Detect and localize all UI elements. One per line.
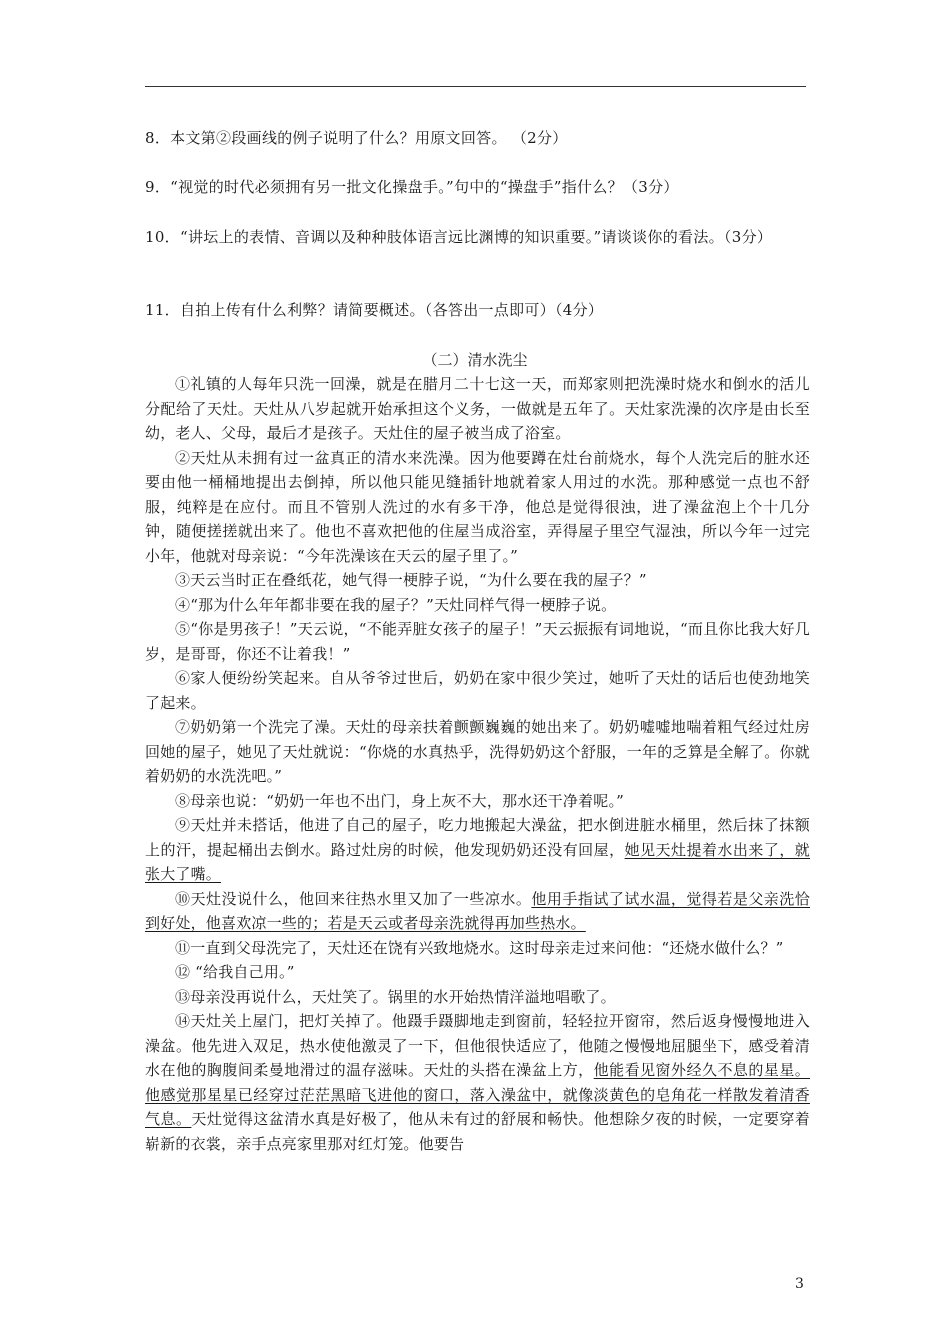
paragraph-14-text: ⑭天灶关上屋门，把灯关掉了。他蹑手蹑脚地走到窗前，轻轻拉开窗帘，然后返身慢慢地进入澡盆。他先进入双足，热水使他激灵了一下，但他很快适应了，他随之慢慢地屈腿坐下，感受着清水在他的胸腹间柔曼地滑过的温存滋味。天灶的头搭在澡盆上方， — [145, 1012, 810, 1079]
paragraph-3: ③天云当时正在叠纸花，她气得一梗脖子说，“为什么要在我的屋子？” — [175, 571, 647, 589]
paragraph-10-underlined: 他用手指试了试水温，觉得若是父亲洗恰到好处，他喜欢凉一些的；若是天云或者母亲洗就得再加些热水。 — [145, 889, 810, 932]
question-9: 9．“视觉的时代必须拥有另一批文化操盘手。”句中的“操盘手”指什么？（3分） — [145, 178, 679, 196]
paragraph-9 — [145, 813, 810, 887]
paragraph-9-text: ⑨天灶并未搭话，他进了自己的屋子，吃力地搬起大澡盆，把水倒进脏水桶里，然后抹了抹额上的汗，提起桶出去倒水。路过灶房的时候，他发现奶奶还没有回屋， — [145, 816, 810, 859]
question-8: 8．本文第②段画线的例子说明了什么？用原文回答。 （2分） — [145, 129, 568, 147]
paragraph-13: ⑬母亲没再说什么，天灶笑了。锅里的水开始热情洋溢地唱歌了。 — [175, 987, 616, 1006]
paragraph-7: ⑦奶奶第一个洗完了澡。天灶的母亲扶着颤颤巍巍的她出来了。奶奶嘘嘘地喘着粗气经过灶房回她的屋子，她见了天灶就说：“你烧的水真热乎，洗得奶奶这个舒服，一年的乏算是全解了。你就着奶奶的水洗洗吧。” — [145, 718, 810, 785]
paragraph-8: ⑧母亲也说：“奶奶一年也不出门，身上灰不大，那水还干净着呢。” — [175, 791, 625, 810]
paragraph-10 — [145, 887, 810, 936]
passage-body — [145, 372, 810, 1156]
section-title: （二）清水洗尘 — [422, 351, 528, 369]
question-11: 11．自拍上传有什么利弊？请简要概述。（各答出一点即可）（4分） — [145, 301, 604, 319]
paragraph-14-text-end: 天灶觉得这盆清水真是好极了，他从未有过的舒展和畅快。他想除夕夜的时候，一定要穿着崭新的衣裳，亲手点亮家里那对红灯笼。他要告 — [145, 1110, 810, 1153]
header-rule — [145, 86, 806, 87]
paragraph-12: ⑫ “给我自己用。” — [175, 963, 295, 981]
paragraph-1: ①礼镇的人每年只洗一回澡，就是在腊月二十七这一天，而郑家则把洗澡时烧水和倒水的活儿分配给了天灶。天灶从八岁起就开始承担这个义务，一做就是五年了。天灶家洗澡的次序是由长至幼，老人、父母，最后才是孩子。天灶住的屋子被当成了浴室。 — [145, 375, 810, 442]
paragraph-14-underlined: 他能看见窗外经久不息的星星。他感觉那星星已经穿过茫茫黑暗飞进他的窗口，落入澡盆中，就像淡黄色的皂角花一样散发着清香气息。 — [145, 1061, 810, 1128]
paragraph-10-text: ⑩天灶没说什么，他回来往热水里又加了一些凉水。 — [175, 889, 532, 908]
paragraph-14 — [145, 1009, 810, 1156]
paragraph-9-underlined: 她见天灶提着水出来了，就张大了嘴。 — [145, 840, 810, 883]
paragraph-2: ②天灶从未拥有过一盆真正的清水来洗澡。因为他要蹲在灶台前烧水，每个人洗完后的脏水还要由他一桶桶地提出去倒掉，所以他只能见缝插针地就着家人用过的水洗。那种感觉一点也不舒服，纯粹是在应付。而且不管别人洗过的水有多干净，他总是觉得很浊，进了澡盆泡上个十几分钟，随便搓搓就出来了。他也不喜欢把他的住屋当成浴室，弄得屋子里空气湿浊，所以今年一过完小年，他就对母亲说：“今年洗澡该在天云的屋子里了。” — [145, 448, 810, 565]
paragraph-5: ⑤“你是男孩子！”天云说，“不能弄脏女孩子的屋子！”天云振振有词地说，“而且你比我大好几岁，是哥哥，你还不让着我！” — [145, 620, 810, 663]
page-number: 3 — [795, 1276, 804, 1292]
paragraph-4: ④“那为什么年年都非要在我的屋子？”天灶同样气得一梗脖子说。 — [175, 595, 617, 614]
paragraph-6: ⑥家人便纷纷笑起来。自从爷爷过世后，奶奶在家中很少笑过，她听了天灶的话后也使劲地笑了起来。 — [145, 669, 810, 712]
paragraph-11: ⑪一直到父母洗完了，天灶还在饶有兴致地烧水。这时母亲走过来问他：“还烧水做什么？” — [175, 938, 784, 957]
question-10: 10．“讲坛上的表情、音调以及种种肢体语言远比渊博的知识重要。”请谈谈你的看法。（3分） — [145, 228, 773, 246]
